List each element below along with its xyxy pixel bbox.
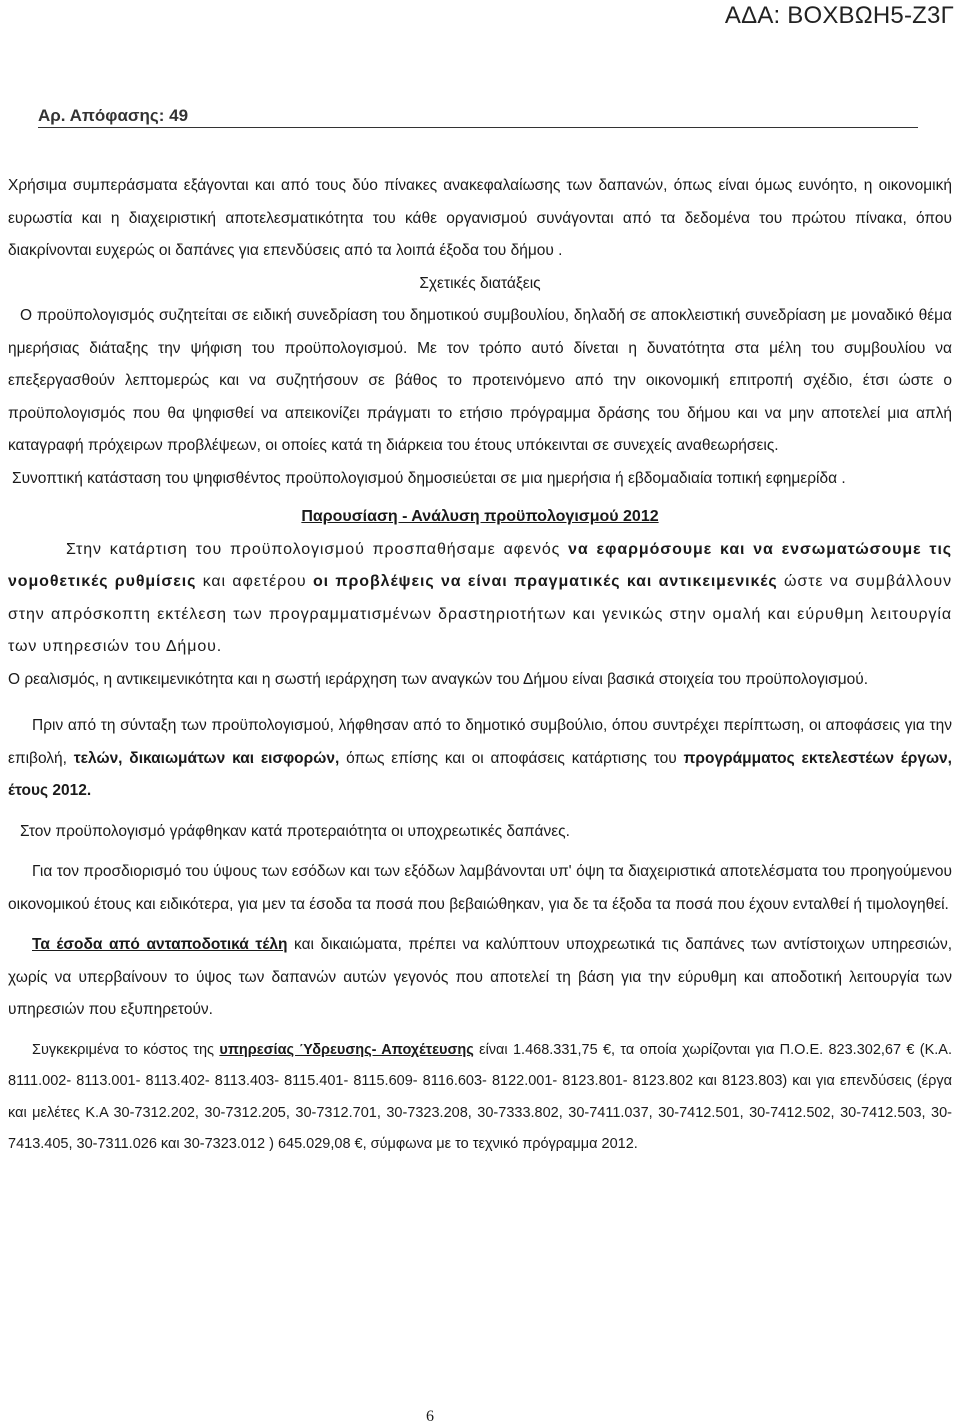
paragraph-mandatory-expenses: Στον προϋπολογισμό γράφθηκαν κατά προτεραιότητα οι υποχρεωτικές δαπάνες. (20, 822, 570, 840)
paragraph-water-service-cost (8, 1035, 952, 1161)
prep-text-bold-1: να εφαρμόσουμε και να ενσωματώσουμε τις νομοθετικές ρυθμίσεις (8, 540, 953, 590)
paragraph-prior-decisions (8, 710, 952, 808)
paragraph-budget-session: Ο προϋπολογισμός συζητείται σε ειδική συνεδρίαση του δημοτικού συμβουλίου, δηλαδή σε αποκλειστική συνεδρίαση με μοναδικό θέμα ημερήσιας διάταξης την ψήφιση του προϋπολογισμού. Με τον τρόπο αυτό δίνεται η δυνατότητα στα μέλη του συμβουλίου να επεξεργασθούν λεπτομερώς και να συζητήσουν σε βάθος το προτεινόμενο από την οικονομική επιτροπή σχέδιο, έτσι ώστε ο προϋπολογισμός που θα ψηφισθεί να απεικονίζει πράγματι το ετήσιο πρόγραμμα δράσης του δήμου και να μην αποτελεί μια απλή καταγραφή πρόχειρων προβλέψεων, οι οποίες κατά τη διάρκεια του έτους υπόκεινται σε συνεχείς αναθεωρήσεις. (8, 307, 952, 454)
paragraph-revenue-determination: Για τον προσδιορισμό του ύψους των εσόδων και των εξόδων λαμβάνονται υπ' όψη τα διαχειριστικά αποτελέσματα του προηγούμενου οικονομικού έτους και ειδικότερα, για μεν τα έσοδα τα ποσά που βεβαιώθηκαν, για δε τα έξοδα τα ποσά που έχουν ενταλθεί ή τιμολογηθεί. (8, 863, 952, 913)
page-number: 6 (426, 1408, 434, 1425)
prep-text-a: Στην κατάρτιση του προϋπολογισμού προσπαθήσαμε αφενός (66, 540, 569, 558)
prior-text-c: όπως επίσης και οι αποφάσεις κατάρτισης του (339, 749, 684, 767)
prep-text-bold-2: οι προβλέψεις να είναι πραγματικές και αντικειμενικές (312, 573, 778, 590)
paragraph-reciprocal-fees (8, 929, 952, 1027)
paragraph-realism: Ο ρεαλισμός, η αντικειμενικότητα και η σωστή ιεράρχηση των αναγκών του Δήμου είναι βασικά στοιχεία του προϋπολογισμού. (8, 670, 869, 688)
ada-code: ΑΔΑ: ΒΟΧΒΩΗ5-Ζ3Γ (724, 2, 954, 29)
paragraph-intro: Χρήσιμα συμπεράσματα εξάγονται και από τους δύο πίνακες ανακεφαλαίωσης των δαπανών, όπως είναι όμως ευνόητο, η οικονομική ευρωστία και η διαχειριστική αποτελεσματικότητα του κάθε οργανισμού συνάγονται από τα δεδομένα του πρώτου πίνακα, όπου διακρίνονται ευχερώς οι δαπάνες για επενδύσεις από τα λοιπά έξοδα του δήμου . (8, 177, 952, 259)
prep-text-e: ώστε να συμβάλλουν στην απρόσκοπτη εκτέλεση των προγραμματισμένων δραστηριοτήτων και γενικώς στην ομαλή και εύρυθμη λειτουργία των υπηρεσιών του Δήμου. (8, 573, 952, 655)
prior-text-a: Πριν από τη σύνταξη των προϋπολογισμού, λήφθησαν από το δημοτικό συμβούλιο, όπου συντρέχει περίπτωση, οι αποφάσεις για την επιβολή, (8, 717, 952, 767)
document-body (8, 170, 952, 1161)
paragraph-preparation (8, 534, 952, 664)
paragraph-publication: Συνοπτική κατάσταση του ψηφισθέντος προϋπολογισμού δημοσιεύεται σε μια ημερήσια ή εβδομαδιαία τοπική εφημερίδα . (12, 469, 846, 487)
relevant-provisions-heading: Σχετικές διατάξεις (419, 274, 541, 292)
decision-number: Αρ. Απόφασης: 49 (38, 106, 918, 128)
prep-text-c: και αφετέρου (196, 573, 313, 590)
section-title: Παρουσίαση - Ανάλυση προϋπολογισμού 2012 (301, 508, 659, 525)
prior-text-bold-1: τελών, δικαιωμάτων και εισφορών, (73, 749, 340, 767)
water-text-a: Συγκεκριμένα το κόστος της (32, 1041, 220, 1058)
reciprocal-fees-title: Τα έσοδα από ανταποδοτικά τέλη (32, 936, 288, 953)
prior-text-bold-2: προγράμματος εκτελεστέων έργων, έτους 2012. (8, 749, 952, 799)
water-service-name: υπηρεσίας Ύδρευσης- Αποχέτευσης (219, 1041, 474, 1058)
reciprocal-fees-text: και δικαιώματα, πρέπει να καλύπτουν υποχρεωτικά τις δαπάνες των αντίστοιχων υπηρεσιών, χωρίς να υπερβαίνουν το ύψος των δαπανών αυτών γεγονός που αποτελεί τη βάση για την εύρυθμη και αποδοτική λειτουργία των υπηρεσιών που εξυπηρετούν. (8, 936, 952, 1018)
water-text-c: είναι 1.468.331,75 €, τα οποία χωρίζονται για Π.Ο.Ε. 823.302,67 € (Κ.Α. 8111.002- 8113.001- 8113.402- 8113.403- 8115.401- 8115.609- 8116.603- 8122.001- 8123.801- 8123.802 και 8123.803) και για επενδύσεις (έργα και μελέτες Κ.Α 30-7312.202, 30-7312.205, 30-7312.701, 30-7323.208, 30-7333.802, 30-7411.037, 30-7412.501, 30-7412.502, 30-7412.503, 30-7413.405, 30-7311.026 και 30-7323.012 ) 645.029,08 €, σύμφωνα με το τεχνικό πρόγραμμα 2012. (8, 1041, 953, 1152)
